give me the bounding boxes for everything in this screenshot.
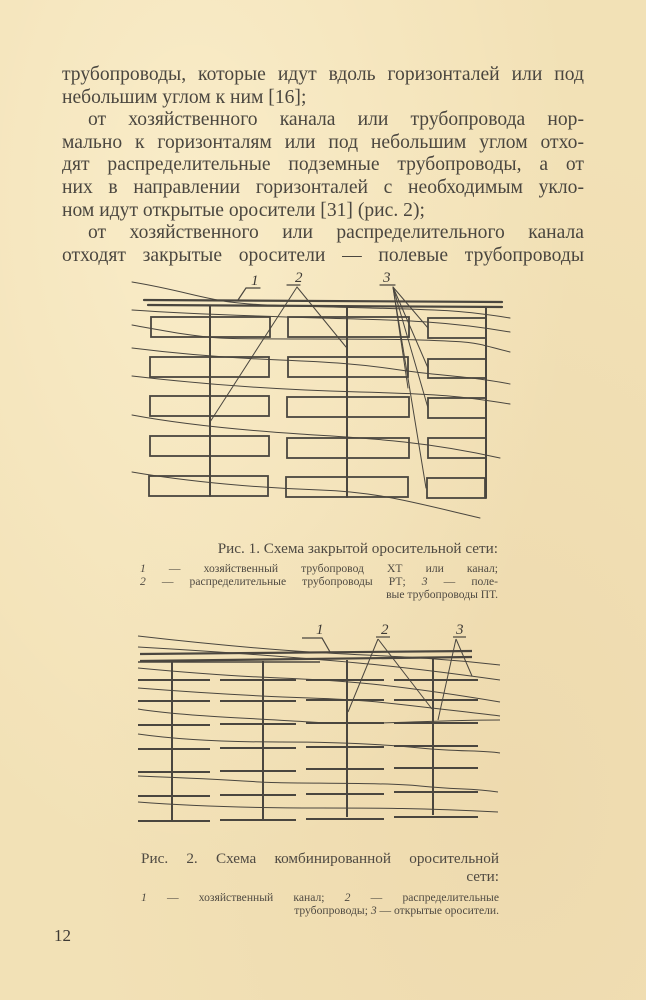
figure-1-label-2: 2: [295, 270, 303, 286]
text-line: отходят закрытые оросители — полевые трубопроводы: [62, 244, 584, 266]
figure-2-title-cont: сети:: [466, 868, 499, 885]
text-line: небольшим углом к ним [16];: [62, 86, 307, 108]
figure-2-legend-line: 1 — хозяйственный канал; 2 — распределительные: [141, 891, 499, 904]
figure-1-legend-line: 2 — распределительные трубопроводы РТ; 3 — поле-: [140, 575, 498, 588]
figure-2-legend-line: трубопроводы; 3 — открытые оросители.: [294, 904, 499, 917]
figure-1-legend-line: вые трубопроводы ПТ.: [386, 588, 498, 601]
figure-2-diagram: [120, 610, 520, 830]
text-line: них в направлении горизонталей с необходимым укло-: [62, 176, 584, 198]
page-number: 12: [54, 926, 71, 945]
figure-2-label-1: 1: [316, 622, 324, 638]
figure-1-label-1: 1: [251, 273, 259, 289]
text-line: дят распределительные подземные трубопроводы, а от: [62, 154, 584, 176]
figure-1-diagram: [120, 260, 520, 520]
combined-irrigation-network-diagram: [120, 610, 520, 830]
text-line: трубопроводы, которые идут вдоль горизонталей или под: [62, 64, 584, 85]
figure-2-title: Рис. 2. Схема комбинированной оросительной: [141, 850, 499, 867]
figure-2-label-3: 3: [456, 622, 464, 638]
figure-1-caption: [140, 540, 498, 601]
text-line: ном идут открытые оросители [31] (рис. 2);: [62, 199, 425, 221]
figure-2-label-2: 2: [381, 622, 389, 638]
text-line: от хозяйственного канала или трубопровода нор-: [88, 109, 584, 131]
figure-1-label-3: 3: [383, 270, 391, 286]
closed-irrigation-network-diagram: [120, 260, 520, 520]
text-line: мально к горизонталям или под небольшим углом отхо-: [62, 131, 584, 153]
figure-1-legend-line: 1 — хозяйственный трубопровод ХТ или канал;: [140, 562, 498, 575]
text-line: от хозяйственного или распределительного канала: [88, 222, 584, 244]
figure-1-title: Рис. 1. Схема закрытой оросительной сети:: [217, 540, 498, 557]
body-text: [62, 64, 584, 267]
figure-2-caption: [141, 850, 499, 917]
